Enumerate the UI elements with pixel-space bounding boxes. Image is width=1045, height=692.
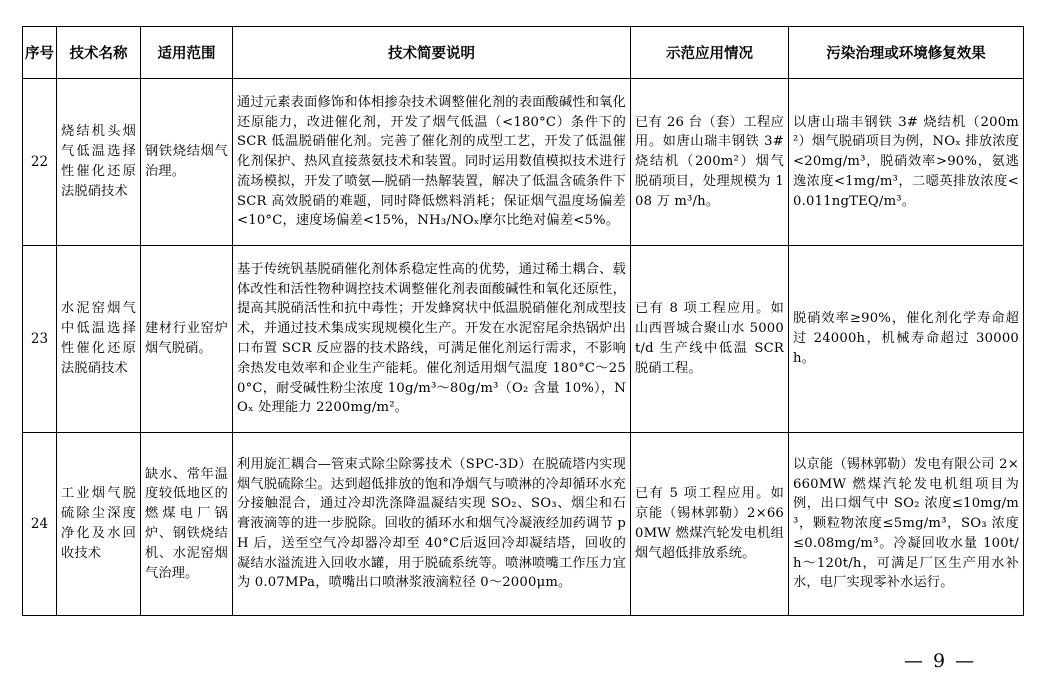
row-effect: 脱硝效率≥90%，催化剂化学寿命超过 24000h，机械寿命超过 30000h。: [789, 246, 1024, 433]
table-header-row: [23, 27, 1024, 79]
row-description: 利用旋汇耦合—管束式除尘除雾技术（SPC-3D）在脱硫塔内实现烟气脱硫除尘。达到超低排放的饱和净烟气与喷淋的冷却循环水充分接触混合，通过冷却洗涤降温凝结实现 SO₂、SO₃、烟尘和石膏液滴等的进一步脱除。回收的循环水和烟气冷凝液经加药调节 pH 后，送至空气冷却器冷却至 40°C后返回冷却凝结塔，回收的凝结水溢流进入回收水罐，用于脱硫系统等。喷淋喷嘴工作压力宜为 0.07MPa，喷嘴出口喷淋浆液滴粒径 0～2000μm。: [233, 433, 631, 616]
row-scope: 建材行业窑炉烟气脱硝。: [141, 246, 233, 433]
page-number: — 9 —: [904, 650, 977, 672]
row-seq: 22: [23, 79, 57, 246]
header-seq: 序号: [23, 27, 57, 79]
header-demo: 示范应用情况: [631, 27, 789, 79]
row-scope: 钢铁烧结烟气治理。: [141, 79, 233, 246]
row-demo: 已有 5 项工程应用。如京能（锡林郭勒）2×660MW 燃煤汽轮发电机组烟气超低排放系统。: [631, 433, 789, 616]
row-description: 通过元素表面修饰和体相掺杂技术调整催化剂的表面酸碱性和氧化还原能力，改进催化剂，开发了烟气低温（<180°C）条件下的 SCR 低温脱硝催化剂。完善了催化剂的成型工艺，开发了低温催化剂保护、热风直接蒸氨技术和装置。同时运用数值模拟技术进行流场模拟，开发了喷氨—脱硝一热解装置，解决了低温含硫条件下 SCR 高效脱硝的难题，同时降低燃料消耗；保证烟气温度场偏差<10°C，速度场偏差<15%，NH₃/NOₓ摩尔比绝对偏差<5%。: [233, 79, 631, 246]
row-scope: 缺水、常年温度较低地区的燃煤电厂锅炉、钢铁烧结机、水泥窑烟气治理。: [141, 433, 233, 616]
row-description: 基于传统钒基脱硝催化剂体系稳定性高的优势，通过稀土耦合、载体改性和活性物种调控技术调整催化剂表面酸碱性和氧化还原性，提高其脱硝活性和抗中毒性；开发蜂窝状中低温脱硝催化剂成型技术，并通过技术集成实现规模化生产。开发在水泥窑尾余热锅炉出口布置 SCR 反应器的技术路线，可满足催化剂运行需求，不影响余热发电效率和企业生产能耗。催化剂适用烟气温度 180°C～250°C，耐受碱性粉尘浓度 10g/m³～80g/m³（O₂ 含量 10%），NOₓ 处理能力 2200mg/m²。: [233, 246, 631, 433]
header-effect: 污染治理或环境修复效果: [789, 27, 1024, 79]
row-seq: 23: [23, 246, 57, 433]
row-tech-name: 水泥窑烟气中低温选择性催化还原法脱硝技术: [57, 246, 141, 433]
row-tech-name: 工业烟气脱硫除尘深度净化及水回收技术: [57, 433, 141, 616]
header-scope: 适用范围: [141, 27, 233, 79]
header-name: 技术名称: [57, 27, 141, 79]
row-demo: 已有 26 台（套）工程应用。如唐山瑞丰钢铁 3# 烧结机（200m²）烟气脱硝项目，处理规模为 108 万 m³/h。: [631, 79, 789, 246]
header-description: 技术简要说明: [233, 27, 631, 79]
technology-table: [22, 26, 1024, 616]
row-tech-name: 烧结机头烟气低温选择性催化还原法脱硝技术: [57, 79, 141, 246]
table-row: [23, 79, 1024, 246]
table-row: [23, 433, 1024, 616]
row-seq: 24: [23, 433, 57, 616]
row-demo: 已有 8 项工程应用。如山西晋城合聚山水 5000t/d 生产线中低温 SCR 脱硝工程。: [631, 246, 789, 433]
row-effect: 以京能（锡林郭勒）发电有限公司 2×660MW 燃煤汽轮发电机组项目为例，出口烟气中 SO₂ 浓度≤10mg/m³，颗粒物浓度≤5mg/m³，SO₃ 浓度≤0.08mg/m³。冷凝回收水量 100t/h～120t/h，可满足厂区生产用水补水，电厂实现零补水运行。: [789, 433, 1024, 616]
table-row: [23, 246, 1024, 433]
row-effect: 以唐山瑞丰钢铁 3# 烧结机（200m²）烟气脱硝项目为例，NOₓ 排放浓度<20mg/m³，脱硝效率>90%，氨逃逸浓度<1mg/m³，二噁英排放浓度<0.011ngTEQ/m³。: [789, 79, 1024, 246]
